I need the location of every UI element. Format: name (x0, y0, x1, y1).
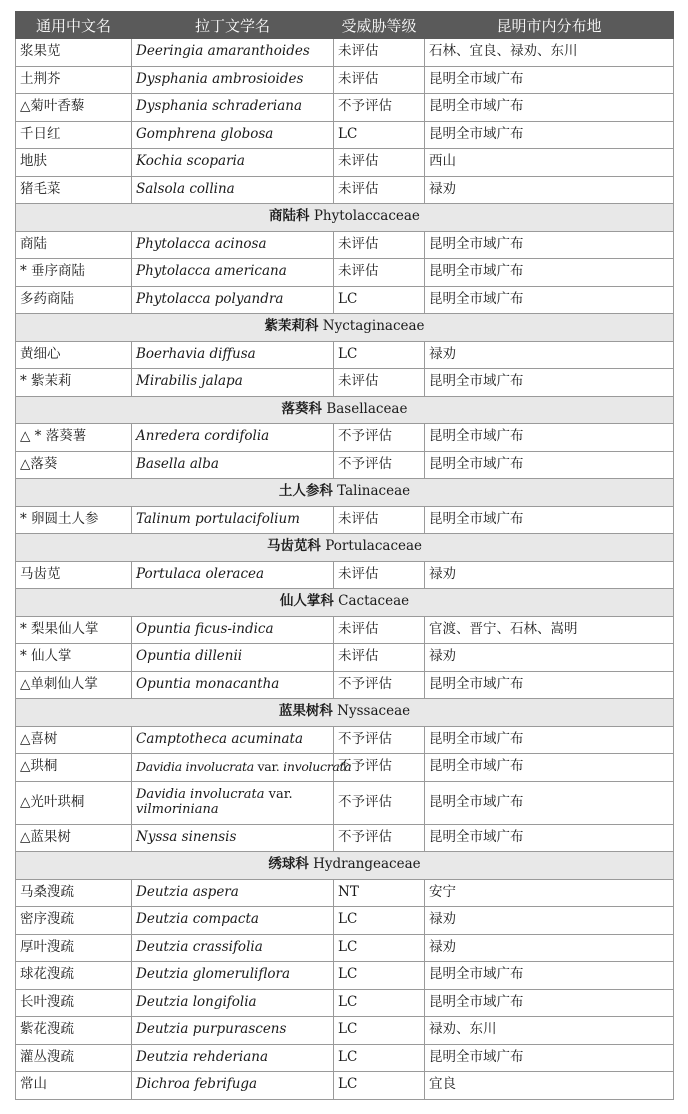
chinese-name-cell: △蓝果树 (16, 824, 132, 852)
chinese-name-cell: 厚叶溲疏 (16, 934, 132, 962)
distribution-cell: 禄劝 (425, 176, 674, 204)
latin-name-cell: Talinum portulacifolium (132, 506, 334, 534)
family-row (16, 204, 674, 232)
latin-var-marker: var. (257, 759, 280, 775)
table-row (16, 231, 674, 259)
distribution-cell: 昆明全市域广布 (425, 424, 674, 452)
chinese-name-cell: 马齿苋 (16, 561, 132, 589)
latin-name-cell: Deutzia purpurascens (132, 1017, 334, 1045)
family-heading (16, 314, 674, 342)
family-row (16, 852, 674, 880)
chinese-name-cell: 长叶溲疏 (16, 989, 132, 1017)
latin-name-cell: Basella alba (132, 451, 334, 479)
table-row (16, 1044, 674, 1072)
chinese-name-cell: 灌丛溲疏 (16, 1044, 132, 1072)
table-row (16, 879, 674, 907)
table-row (16, 341, 674, 369)
latin-name-cell: Deutzia longifolia (132, 989, 334, 1017)
distribution-cell: 禄劝 (425, 561, 674, 589)
threat-level-cell: 不予评估 (334, 451, 425, 479)
family-latin-name: Hydrangeaceae (313, 856, 421, 873)
family-row (16, 589, 674, 617)
family-row (16, 699, 674, 727)
table-row (16, 561, 674, 589)
distribution-cell: 昆明全市域广布 (425, 962, 674, 990)
table-row (16, 259, 674, 287)
distribution-cell: 安宁 (425, 879, 674, 907)
family-chinese-name: 蓝果树科 (278, 703, 333, 720)
distribution-cell: 昆明全市域广布 (425, 286, 674, 314)
distribution-cell: 昆明全市域广布 (425, 231, 674, 259)
chinese-name-cell: * 垂序商陆 (16, 259, 132, 287)
species-table (15, 11, 674, 1100)
family-row (16, 396, 674, 424)
chinese-name-cell: 浆果苋 (16, 39, 132, 67)
latin-name-cell: Salsola collina (132, 176, 334, 204)
latin-name-cell: Boerhavia diffusa (132, 341, 334, 369)
latin-name-cell (132, 781, 334, 824)
table-row (16, 369, 674, 397)
family-latin-name: Portulacaceae (325, 538, 423, 555)
header-latin-name: 拉丁文学名 (132, 12, 334, 39)
table-row (16, 39, 674, 67)
table-row (16, 121, 674, 149)
table-row (16, 424, 674, 452)
threat-level-cell: 未评估 (334, 369, 425, 397)
threat-level-cell: LC (334, 286, 425, 314)
threat-level-cell: LC (334, 1044, 425, 1072)
table-row (16, 1072, 674, 1100)
table-row (16, 824, 674, 852)
family-heading (16, 589, 674, 617)
threat-level-cell: 未评估 (334, 561, 425, 589)
family-chinese-name: 马齿苋科 (266, 538, 321, 555)
threat-level-cell: 未评估 (334, 39, 425, 67)
family-chinese-name: 落葵科 (281, 400, 323, 417)
latin-varietal-name: involucrata (283, 759, 352, 775)
distribution-cell: 禄劝 (425, 644, 674, 672)
distribution-cell: 官渡、晋宁、石林、嵩明 (425, 616, 674, 644)
latin-name-cell: Portulaca oleracea (132, 561, 334, 589)
distribution-cell: 石林、宜良、禄劝、东川 (425, 39, 674, 67)
threat-level-cell: LC (334, 1017, 425, 1045)
latin-name-cell: Opuntia dillenii (132, 644, 334, 672)
table-row (16, 934, 674, 962)
distribution-cell: 昆明全市域广布 (425, 451, 674, 479)
table-row (16, 907, 674, 935)
family-heading (16, 534, 674, 562)
family-heading (16, 699, 674, 727)
table-row (16, 781, 674, 824)
table-row (16, 451, 674, 479)
distribution-cell: 昆明全市域广布 (425, 781, 674, 824)
latin-name-cell: Phytolacca americana (132, 259, 334, 287)
threat-level-cell: 未评估 (334, 506, 425, 534)
latin-name-cell: Dysphania ambrosioides (132, 66, 334, 94)
threat-level-cell: 未评估 (334, 149, 425, 177)
distribution-cell: 昆明全市域广布 (425, 989, 674, 1017)
threat-level-cell: 未评估 (334, 66, 425, 94)
distribution-cell: 昆明全市域广布 (425, 506, 674, 534)
threat-level-cell: LC (334, 1072, 425, 1100)
threat-level-cell: 未评估 (334, 231, 425, 259)
family-latin-name: Nyssaceae (337, 703, 411, 720)
threat-level-cell: 未评估 (334, 259, 425, 287)
distribution-cell: 昆明全市域广布 (425, 369, 674, 397)
threat-level-cell: 不予评估 (334, 726, 425, 754)
header-threat-level: 受威胁等级 (334, 12, 425, 39)
family-latin-name: Phytolaccaceae (313, 208, 420, 225)
threat-level-cell: LC (334, 121, 425, 149)
threat-level-cell: 不予评估 (334, 781, 425, 824)
latin-var-marker: var. (268, 786, 293, 802)
chinese-name-cell: △单刺仙人掌 (16, 671, 132, 699)
chinese-name-cell: 千日红 (16, 121, 132, 149)
chinese-name-cell: 紫花溲疏 (16, 1017, 132, 1045)
chinese-name-cell: 马桑溲疏 (16, 879, 132, 907)
latin-name-cell: Opuntia ficus-indica (132, 616, 334, 644)
chinese-name-cell: 猪毛菜 (16, 176, 132, 204)
table-row (16, 671, 674, 699)
latin-name-cell: Gomphrena globosa (132, 121, 334, 149)
threat-level-cell: 不予评估 (334, 754, 425, 782)
latin-name-cell: Opuntia monacantha (132, 671, 334, 699)
family-heading (16, 479, 674, 507)
header-chinese-name: 通用中文名 (16, 12, 132, 39)
chinese-name-cell: 地肤 (16, 149, 132, 177)
family-row (16, 534, 674, 562)
distribution-cell: 西山 (425, 149, 674, 177)
latin-name-cell: Nyssa sinensis (132, 824, 334, 852)
threat-level-cell: 未评估 (334, 616, 425, 644)
header-distribution: 昆明市内分布地 (425, 12, 674, 39)
distribution-cell: 宜良 (425, 1072, 674, 1100)
latin-name-cell: Deeringia amaranthoides (132, 39, 334, 67)
threat-level-cell: 不予评估 (334, 94, 425, 122)
distribution-cell: 昆明全市域广布 (425, 726, 674, 754)
chinese-name-cell: △光叶珙桐 (16, 781, 132, 824)
threat-level-cell: 未评估 (334, 644, 425, 672)
chinese-name-cell: △落葵 (16, 451, 132, 479)
threat-level-cell: LC (334, 934, 425, 962)
table-row (16, 989, 674, 1017)
distribution-cell: 昆明全市域广布 (425, 94, 674, 122)
table-row (16, 726, 674, 754)
latin-name-cell: Anredera cordifolia (132, 424, 334, 452)
family-chinese-name: 绣球科 (268, 856, 309, 873)
latin-name-cell: Phytolacca acinosa (132, 231, 334, 259)
latin-genus-species: Davidia involucrata (136, 786, 265, 802)
distribution-cell: 禄劝、东川 (425, 1017, 674, 1045)
family-heading (16, 204, 674, 232)
family-latin-name: Talinaceae (337, 483, 411, 500)
family-heading (16, 396, 674, 424)
latin-name-cell: Deutzia aspera (132, 879, 334, 907)
chinese-name-cell: 土荆芥 (16, 66, 132, 94)
chinese-name-cell: 密序溲疏 (16, 907, 132, 935)
latin-name-cell: Dysphania schraderiana (132, 94, 334, 122)
chinese-name-cell: * 梨果仙人掌 (16, 616, 132, 644)
family-heading (16, 852, 674, 880)
chinese-name-cell: 常山 (16, 1072, 132, 1100)
distribution-cell: 昆明全市域广布 (425, 824, 674, 852)
table-row (16, 176, 674, 204)
table-row (16, 754, 674, 782)
distribution-cell: 昆明全市域广布 (425, 1044, 674, 1072)
latin-genus-species: Davidia involucrata (136, 759, 254, 775)
threat-level-cell: NT (334, 879, 425, 907)
latin-name-cell: Kochia scoparia (132, 149, 334, 177)
chinese-name-cell: * 紫茉莉 (16, 369, 132, 397)
chinese-name-cell: △ * 落葵薯 (16, 424, 132, 452)
latin-name-cell (132, 754, 352, 782)
distribution-cell: 禄劝 (425, 907, 674, 935)
latin-name-cell: Dichroa febrifuga (132, 1072, 334, 1100)
family-chinese-name: 仙人掌科 (279, 593, 334, 610)
distribution-cell: 昆明全市域广布 (425, 66, 674, 94)
latin-name-cell: Deutzia compacta (132, 907, 334, 935)
threat-level-cell: LC (334, 989, 425, 1017)
family-latin-name: Nyctaginaceae (322, 318, 425, 335)
threat-level-cell: 不予评估 (334, 824, 425, 852)
family-latin-name: Cactaceae (338, 593, 410, 610)
family-row (16, 314, 674, 342)
table-row (16, 616, 674, 644)
chinese-name-cell: △喜树 (16, 726, 132, 754)
latin-name-cell: Camptotheca acuminata (132, 726, 334, 754)
threat-level-cell: LC (334, 962, 425, 990)
table-row (16, 962, 674, 990)
latin-name-cell: Deutzia crassifolia (132, 934, 334, 962)
family-chinese-name: 紫茉莉科 (264, 318, 319, 335)
distribution-cell: 昆明全市域广布 (425, 754, 674, 782)
latin-name-cell: Mirabilis jalapa (132, 369, 334, 397)
threat-level-cell: 未评估 (334, 176, 425, 204)
table-row (16, 644, 674, 672)
family-chinese-name: 土人参科 (278, 483, 333, 500)
distribution-cell: 昆明全市域广布 (425, 671, 674, 699)
header-row (16, 12, 674, 39)
table-row (16, 506, 674, 534)
threat-level-cell: LC (334, 907, 425, 935)
family-latin-name: Basellaceae (326, 400, 408, 417)
family-row (16, 479, 674, 507)
latin-name-cell: Deutzia rehderiana (132, 1044, 334, 1072)
latin-varietal-name: vilmoriniana (136, 801, 219, 817)
distribution-cell: 禄劝 (425, 934, 674, 962)
table-row (16, 1017, 674, 1045)
distribution-cell: 昆明全市域广布 (425, 121, 674, 149)
threat-level-cell: LC (334, 341, 425, 369)
table-row (16, 149, 674, 177)
chinese-name-cell: * 仙人掌 (16, 644, 132, 672)
threat-level-cell: 不予评估 (334, 671, 425, 699)
chinese-name-cell: 多药商陆 (16, 286, 132, 314)
chinese-name-cell: 商陆 (16, 231, 132, 259)
chinese-name-cell: 黄细心 (16, 341, 132, 369)
chinese-name-cell: △菊叶香藜 (16, 94, 132, 122)
table-row (16, 66, 674, 94)
latin-name-cell: Deutzia glomeruliflora (132, 962, 334, 990)
table-row (16, 286, 674, 314)
chinese-name-cell: △珙桐 (16, 754, 132, 782)
latin-name-cell: Phytolacca polyandra (132, 286, 334, 314)
table-row (16, 94, 674, 122)
chinese-name-cell: 球花溲疏 (16, 962, 132, 990)
threat-level-cell: 不予评估 (334, 424, 425, 452)
family-chinese-name: 商陆科 (269, 208, 310, 225)
chinese-name-cell: * 卵圆土人参 (16, 506, 132, 534)
distribution-cell: 禄劝 (425, 341, 674, 369)
distribution-cell: 昆明全市域广布 (425, 259, 674, 287)
